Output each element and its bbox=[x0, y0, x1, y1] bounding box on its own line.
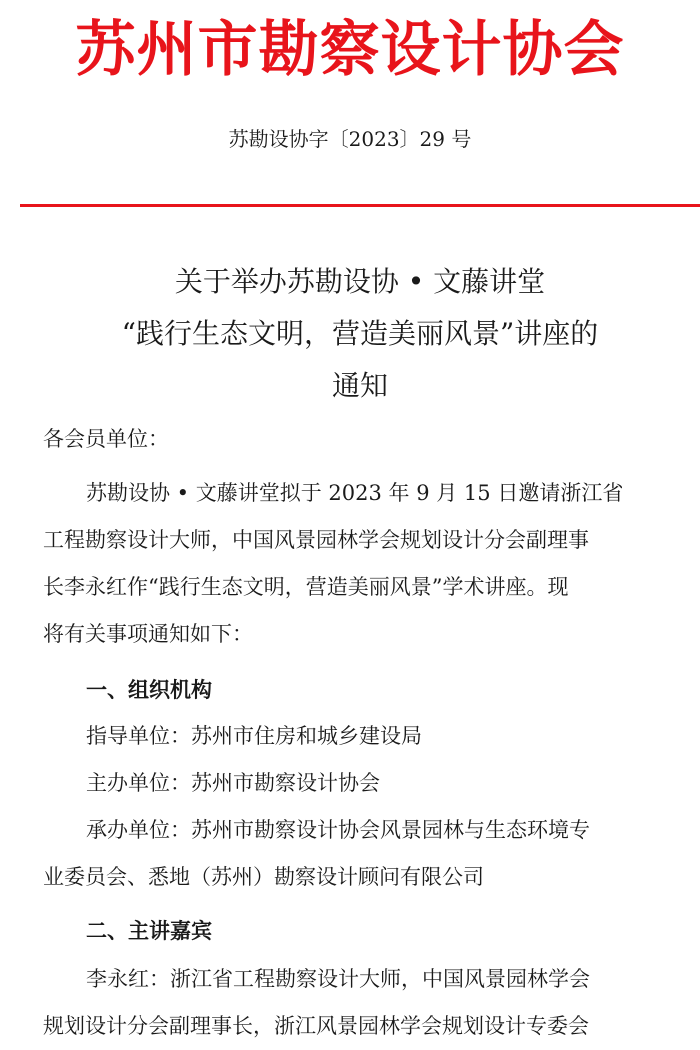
notice-title-line: “践行生态文明，营造美丽风景”讲座的 bbox=[121, 317, 599, 350]
notice-title-line: 关于举办苏勘设协 • 文藤讲堂 bbox=[174, 265, 546, 298]
guide-unit: 指导单位：苏州市住房和城乡建设局 bbox=[86, 724, 422, 748]
notice-title-line: 通知 bbox=[331, 369, 388, 402]
intro-line: 苏勘设协 • 文藤讲堂拟于 2023 年 9 月 15 日邀请浙江省 bbox=[86, 481, 624, 505]
notice-title bbox=[40, 256, 680, 412]
organization-masthead: 苏州市勘察设计协会 bbox=[75, 15, 625, 85]
salutation: 各会员单位： bbox=[43, 427, 169, 451]
speaker-line: 规划设计分会副理事长，浙江风景园林学会规划设计专委会 bbox=[43, 1014, 589, 1038]
speaker-line: 李永红：浙江省工程勘察设计大师，中国风景园林学会 bbox=[86, 967, 590, 991]
section-heading-speaker: 二、主讲嘉宾 bbox=[86, 918, 212, 943]
intro-line: 将有关事项通知如下： bbox=[43, 622, 253, 646]
intro-line: 长李永红作“践行生态文明，营造美丽风景”学术讲座。现 bbox=[43, 575, 569, 599]
intro-line: 工程勘察设计大师，中国风景园林学会规划设计分会副理事 bbox=[43, 528, 589, 552]
section-heading-organization: 一、组织机构 bbox=[86, 677, 212, 702]
organizer-line: 承办单位：苏州市勘察设计协会风景园林与生态环境专 bbox=[86, 818, 590, 842]
document-number: 苏勘设协字〔2023〕29 号 bbox=[228, 127, 472, 151]
organizer-line: 业委员会、悉地（苏州）勘察设计顾问有限公司 bbox=[43, 865, 484, 889]
host-unit: 主办单位：苏州市勘察设计协会 bbox=[86, 771, 380, 795]
red-divider-line bbox=[20, 204, 700, 207]
